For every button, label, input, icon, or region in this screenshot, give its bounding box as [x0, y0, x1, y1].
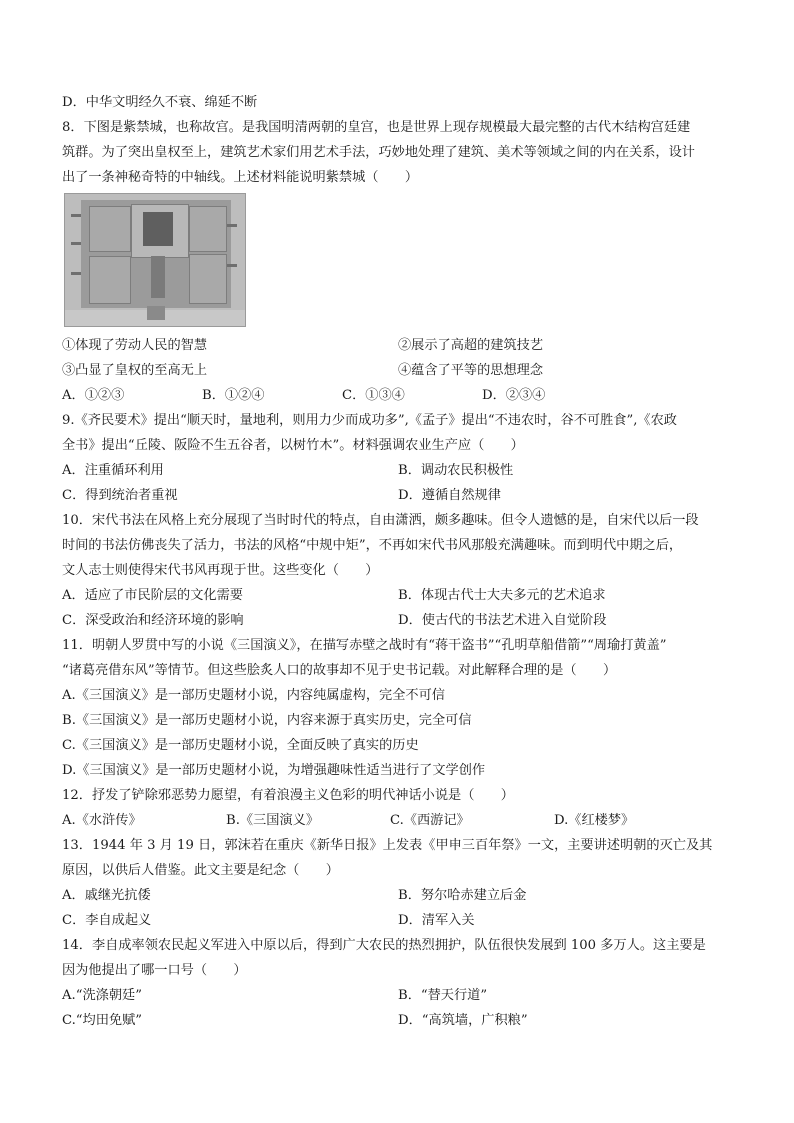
q11-option-b[interactable]: B.《三国演义》是一部历史题材小说，内容来源于真实历史，完全可信 — [62, 713, 472, 728]
q10-stem-line: 文人志士则使得宋代书风再现于世。这些变化（ ） — [62, 563, 379, 578]
q14-option-c[interactable]: C.“均田免赋” — [62, 1013, 143, 1028]
q10-option-b[interactable]: B．体现古代士大夫多元的艺术追求 — [398, 588, 606, 603]
q12-option-b[interactable]: B.《三国演义》 — [226, 813, 320, 828]
q14-option-b[interactable]: B．“替天行道” — [398, 988, 488, 1003]
q9-option-d[interactable]: D．遵循自然规律 — [398, 488, 501, 503]
q13-options-row — [62, 883, 738, 908]
q9-options-row — [62, 483, 738, 508]
q11-option-d[interactable]: D.《三国演义》是一部历史题材小说，为增强趣味性适当进行了文学创作 — [62, 763, 486, 778]
q13-option-c[interactable]: C．李自成起义 — [62, 913, 152, 928]
q10-options-row — [62, 608, 738, 633]
q12-option-c[interactable]: C.《西游记》 — [390, 813, 470, 828]
q10-option-a[interactable]: A．适应了市民阶层的文化需要 — [62, 588, 243, 603]
q8-stem-line: 8．下图是紫禁城，也称故宫。是我国明清两朝的皇宫，也是世界上现存规模最大最完整的古代木结构宫廷建 — [62, 120, 691, 135]
q10-options-row — [62, 583, 738, 608]
question-13 — [62, 833, 738, 933]
q8-stem-line: 筑群。为了突出皇权至上，建筑艺术家们用艺术手法，巧妙地处理了建筑、美术等领域之间的内在关系，设计 — [62, 145, 695, 160]
q11-stem-line: 11．明朝人罗贯中写的小说《三国演义》，在描写赤壁之战时有“蒋干盗书”“孔明草船借箭”“周瑜打黄盖” — [62, 638, 667, 653]
q14-stem-line: 因为他提出了哪一口号（ ） — [62, 963, 247, 978]
q8-item: ④蕴含了平等的思想理念 — [398, 363, 544, 378]
q12-option-d[interactable]: D.《红楼梦》 — [554, 813, 635, 828]
q10-option-d[interactable]: D．使古代的书法艺术进入自觉阶段 — [398, 613, 607, 628]
q13-option-d[interactable]: D．清军入关 — [398, 913, 475, 928]
q9-option-a[interactable]: A．注重循环利用 — [62, 463, 164, 478]
q8-items-row — [62, 333, 738, 358]
q8-item: ③凸显了皇权的至高无上 — [62, 363, 208, 378]
q8-options-row — [62, 383, 738, 408]
q8-option-a[interactable]: A．①②③ — [62, 388, 125, 403]
q14-options-row — [62, 983, 738, 1008]
question-8 — [62, 115, 738, 408]
q14-option-a[interactable]: A.“洗涤朝廷” — [62, 988, 142, 1003]
q10-stem-line: 时间的书法仿佛丧失了活力，书法的风格“中规中矩”，不再如宋代书风那般充满趣味。而到明代中期之后， — [62, 538, 683, 553]
q8-item: ①体现了劳动人民的智慧 — [62, 338, 208, 353]
q8-item: ②展示了高超的建筑技艺 — [398, 338, 544, 353]
q9-stem-line: 全书》提出“丘陵、阪险不生五谷者，以树竹木”。材料强调农业生产应（ ） — [62, 438, 524, 453]
q11-option-c[interactable]: C.《三国演义》是一部历史题材小说，全面反映了真实的历史 — [62, 738, 419, 753]
q12-stem: 12．抒发了铲除邪恶势力愿望，有着浪漫主义色彩的明代神话小说是（ ） — [62, 788, 514, 803]
question-11 — [62, 633, 738, 783]
q13-option-a[interactable]: A．戚继光抗倭 — [62, 888, 151, 903]
forbidden-city-map-image — [64, 193, 246, 327]
q10-stem-line: 10．宋代书法在风格上充分展现了当时时代的特点，自由潇洒，颇多趣味。但令人遗憾的是，自宋代以后一段 — [62, 513, 699, 528]
q9-stem-line: 9.《齐民要术》提出“顺天时，量地利，则用力少而成功多”,《孟子》提出“不违农时，谷不可胜食”,《农政 — [62, 413, 677, 428]
q13-stem-line: 原因，以供后人借鉴。此文主要是纪念（ ） — [62, 863, 339, 878]
q9-options-row — [62, 458, 738, 483]
q11-stem-line: “诸葛亮借东风”等情节。但这些脍炙人口的故事却不见于史书记载。对此解释合理的是（ ） — [62, 663, 617, 678]
q10-option-c[interactable]: C．深受政治和经济环境的影响 — [62, 613, 244, 628]
q8-option-b[interactable]: B．①②④ — [202, 388, 265, 403]
q14-option-d[interactable]: D．“高筑墙，广积粮” — [398, 1013, 528, 1028]
q12-option-a[interactable]: A.《水浒传》 — [62, 813, 142, 828]
q13-stem-line: 13．1944 年 3 月 19 日，郭沫若在重庆《新华日报》上发表《甲申三百年祭》一文，主要讲述明朝的灭亡及其 — [62, 838, 713, 853]
question-10 — [62, 508, 738, 633]
q13-options-row — [62, 908, 738, 933]
q12-options-row — [62, 808, 738, 833]
q14-options-row — [62, 1008, 738, 1033]
q7-option-d: D．中华文明经久不衰、绵延不断 — [62, 95, 258, 110]
q8-option-d[interactable]: D．②③④ — [482, 388, 546, 403]
question-14 — [62, 933, 738, 1033]
q11-option-a[interactable]: A.《三国演义》是一部历史题材小说，内容纯属虚构，完全不可信 — [62, 688, 445, 703]
q9-option-c[interactable]: C．得到统治者重视 — [62, 488, 178, 503]
exam-page — [62, 90, 738, 1033]
q8-items-row — [62, 358, 738, 383]
q14-stem-line: 14．李自成率领农民起义军进入中原以后，得到广大农民的热烈拥护，队伍很快发展到 100 多万人。这主要是 — [62, 938, 706, 953]
q9-option-b[interactable]: B．调动农民积极性 — [398, 463, 514, 478]
question-9 — [62, 408, 738, 508]
question-12 — [62, 783, 738, 833]
q8-stem-line: 出了一条神秘奇特的中轴线。上述材料能说明紫禁城（ ） — [62, 170, 419, 185]
q13-option-b[interactable]: B．努尔哈赤建立后金 — [398, 888, 527, 903]
q8-option-c[interactable]: C．①③④ — [342, 388, 405, 403]
